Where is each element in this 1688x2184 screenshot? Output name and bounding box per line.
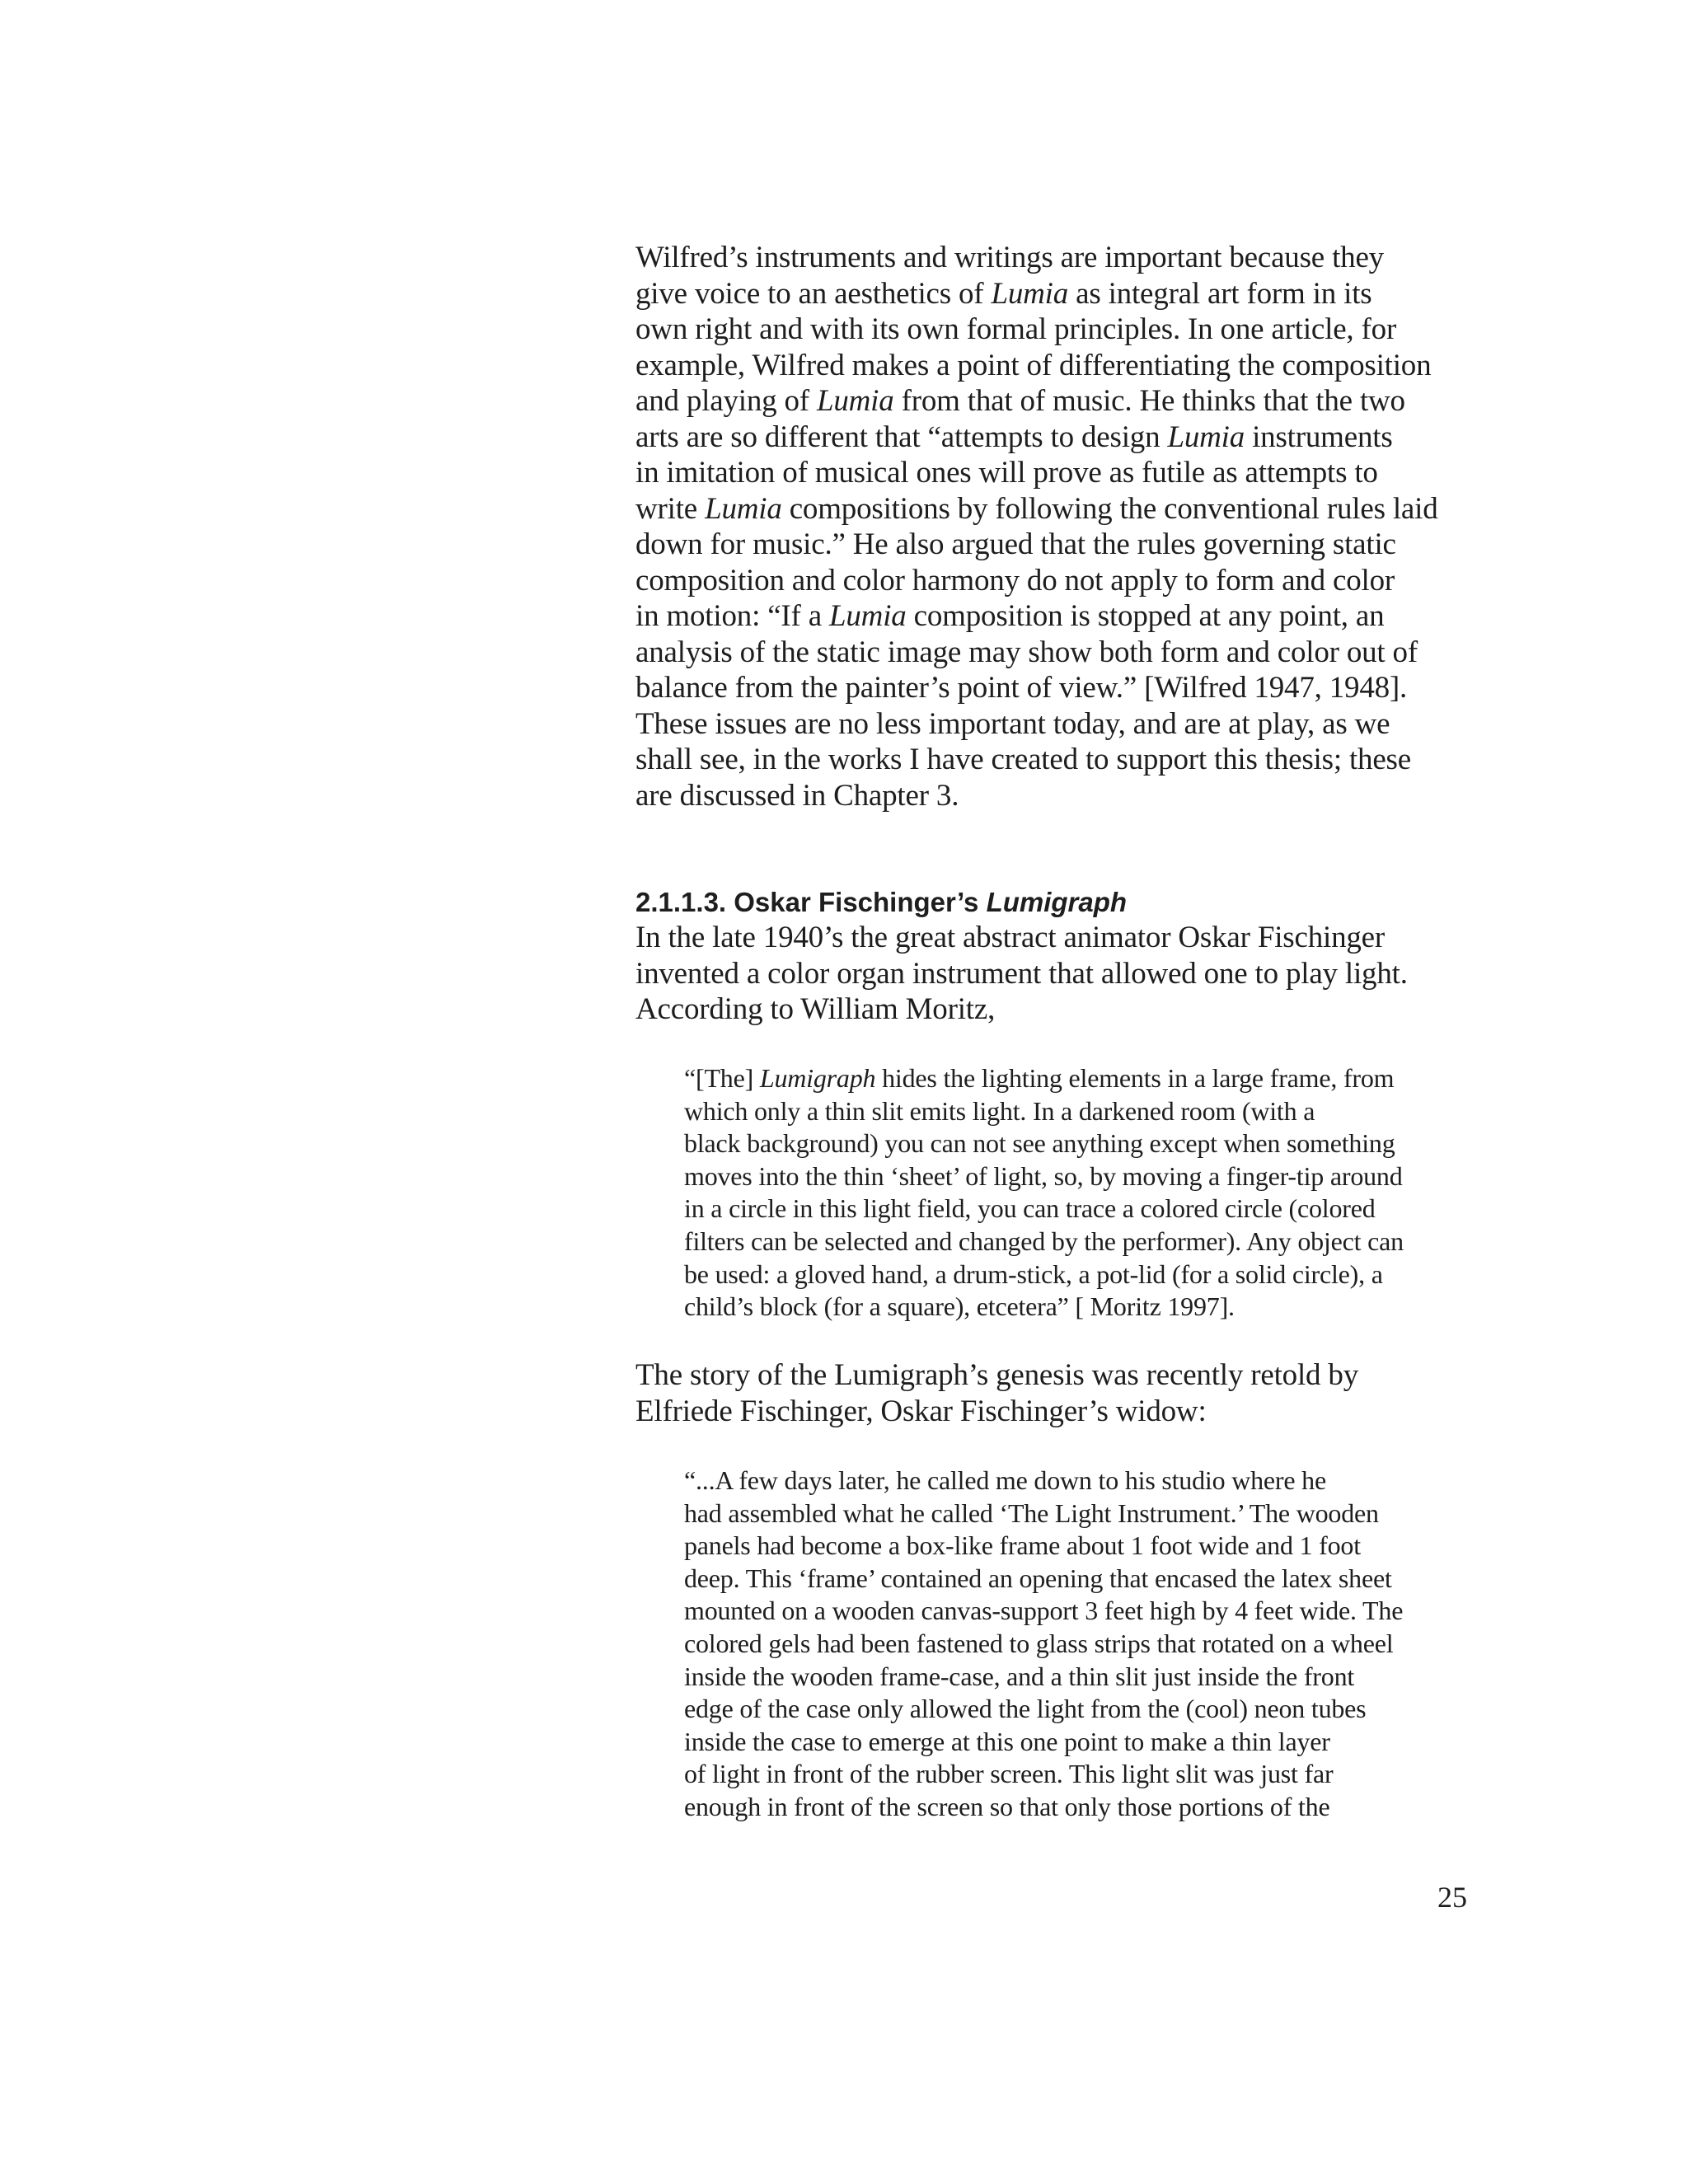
text-line: in motion: “If a Lumia composition is stopped at any point, an [635, 599, 1385, 633]
text-line: deep. This ‘frame’ contained an opening that encased the latex sheet [684, 1563, 1392, 1593]
text-line: These issues are no less important today, and are at play, as we [635, 706, 1390, 741]
paragraph-fischinger-intro [635, 920, 1468, 1028]
text-line: shall see, in the works I have created to support this thesis; these [635, 743, 1411, 776]
text-line: invented a color organ instrument that allowed one to play light. [635, 956, 1408, 991]
text-line: arts are so different that “attempts to design Lumia instruments [635, 419, 1393, 454]
italic-term: Lumia [991, 276, 1069, 311]
text-line: composition and color harmony do not apply to form and color [635, 563, 1395, 598]
text-line: Elfriede Fischinger, Oskar Fischinger’s widow: [635, 1394, 1207, 1428]
text-line: enough in front of the screen so that only those portions of the [684, 1791, 1330, 1821]
text-line: child’s block (for a square), etcetera” [ Moritz 1997]. [684, 1291, 1235, 1322]
text-line: panels had become a box-like frame about 1 foot wide and 1 foot [684, 1530, 1361, 1561]
text-line: black background) you can not see anything except when something [684, 1128, 1395, 1159]
text-line: Wilfred’s instruments and writings are important because they [635, 241, 1384, 274]
text-line: and playing of Lumia from that of music. He thinks that the two [635, 384, 1405, 418]
text-line: analysis of the static image may show both form and color out of [635, 635, 1418, 669]
text-line: inside the case to emerge at this one point to make a thin layer [684, 1726, 1330, 1756]
text-line: The story of the Lumigraph’s genesis was recently retold by [635, 1358, 1358, 1392]
text-line: write Lumia compositions by following the conventional rules laid [635, 491, 1438, 526]
italic-term: Lumia [1167, 419, 1245, 454]
text-line: give voice to an aesthetics of Lumia as integral art form in its [635, 276, 1372, 311]
text-line: According to William Moritz, [635, 992, 996, 1026]
paragraph-lumigraph-story [635, 1357, 1468, 1429]
text-line: own right and with its own formal principles. In one article, for [635, 312, 1397, 346]
italic-term: Lumia [705, 491, 782, 526]
text-line: which only a thin slit emits light. In a darkened room (with a [684, 1095, 1315, 1126]
text-line: inside the wooden frame-case, and a thin slit just inside the front [684, 1661, 1355, 1691]
block-quote-moritz [684, 1062, 1475, 1324]
text-line: In the late 1940’s the great abstract animator Oskar Fischinger [635, 921, 1386, 954]
text-line: of light in front of the rubber screen. This light slit was just far [684, 1759, 1334, 1789]
text-line: moves into the thin ‘sheet’ of light, so, by moving a finger-tip around [684, 1160, 1403, 1191]
text-line: balance from the painter’s point of view.” [Wilfred 1947, 1948]. [635, 671, 1408, 705]
italic-term: Lumia [816, 384, 894, 418]
italic-term: Lumigraph [759, 1063, 876, 1093]
text-line: example, Wilfred makes a point of differentiating the composition [635, 348, 1432, 382]
paragraph-wilfred-aesthetics [635, 240, 1468, 813]
text-line: had assembled what he called ‘The Light Instrument.’ The wooden [684, 1497, 1379, 1528]
text-line: colored gels had been fastened to glass strips that rotated on a wheel [684, 1628, 1394, 1658]
text-line: mounted on a wooden canvas-support 3 feet high by 4 feet wide. The [684, 1596, 1404, 1626]
italic-term: Lumia [829, 599, 907, 633]
section-heading-italic: Lumigraph [986, 887, 1128, 917]
text-line: in a circle in this light field, you can trace a colored circle (colored [684, 1193, 1376, 1224]
page-number: 25 [1437, 1881, 1467, 1914]
text-line: be used: a gloved hand, a drum-stick, a pot-lid (for a solid circle), a [684, 1258, 1383, 1289]
text-line: filters can be selected and changed by the performer). Any object can [684, 1226, 1404, 1256]
block-quote-elfriede [684, 1465, 1475, 1824]
text-line: down for music.” He also argued that the rules governing static [635, 527, 1396, 561]
section-heading-text: 2.1.1.3. Oskar Fischinger’s [635, 887, 987, 917]
text-line: in imitation of musical ones will prove as futile as attempts to [635, 456, 1378, 490]
section-heading [635, 886, 1127, 919]
text-line: “...A few days later, he called me down to his studio where he [684, 1465, 1326, 1495]
text-line: are discussed in Chapter 3. [635, 778, 959, 813]
text-line: “[The] Lumigraph hides the lighting elements in a large frame, from [684, 1063, 1395, 1093]
text-line: edge of the case only allowed the light from the (cool) neon tubes [684, 1694, 1367, 1724]
